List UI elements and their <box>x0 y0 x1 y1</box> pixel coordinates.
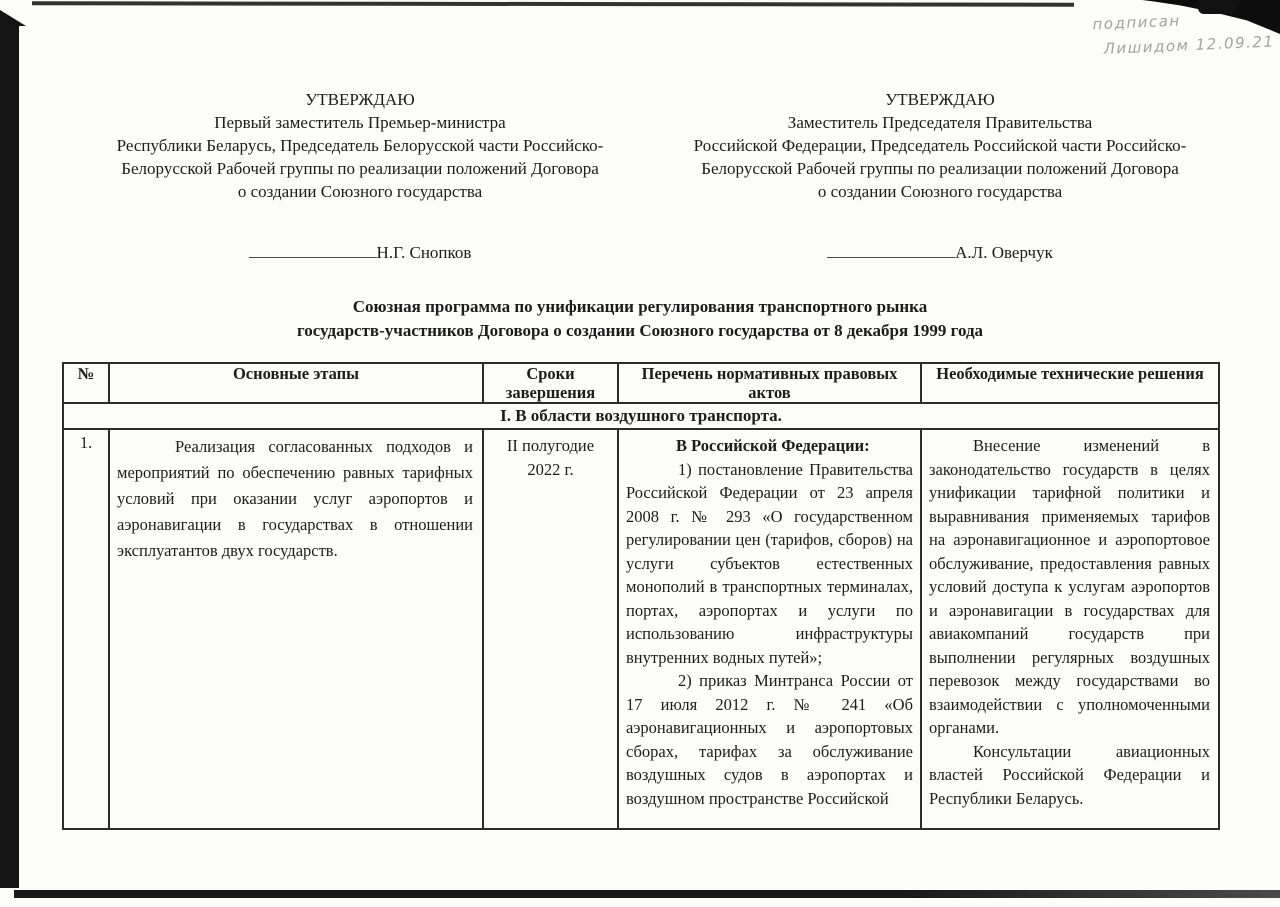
scanner-edge-top <box>32 1 1074 6</box>
header-num: № <box>63 363 109 403</box>
program-table <box>62 362 1220 830</box>
acts-heading: В Российской Федерации: <box>676 436 870 455</box>
handwritten-note-line1: подписан <box>1092 11 1182 34</box>
approval-left-heading: УТВЕРЖДАЮ <box>305 90 415 109</box>
header-stages: Основные этапы <box>109 363 483 403</box>
signature-right-name: А.Л. Оверчук <box>955 243 1053 262</box>
approval-blocks <box>82 88 1218 203</box>
cell-deadline <box>483 429 618 829</box>
acts-paragraph-1: 1) постановление Правительства Российской Федерации от 23 апреля 2008 г. № 293 «О государственном регулировании цен (тарифов, сборов) на услуги субъектов естественных монополий в транспортных терминалах, портах, аэропортах и услуги по использованию инфраструктуры внутренних водных путей»; <box>626 459 913 667</box>
solutions-paragraph-1: Внесение изменений в законодательство государств в целях унификации тарифной политики и выравнивания применяемых тарифов на аэронавигационное и аэропортовое обслуживание, предоставления равных условий доступа к услугам аэропортов и аэронавигации в государствах для авиакомпаний государств при выполнении регулярных воздушных перевозок между государствами во взаимодействии с уполномоченными органами. <box>929 436 1210 737</box>
deadline-line1: II полугодие <box>506 436 595 455</box>
approval-right-heading: УТВЕРЖДАЮ <box>885 90 995 109</box>
signatures <box>82 243 1218 263</box>
handwritten-note-line2: Лишидом 12.09.21 <box>1103 32 1275 58</box>
solutions-paragraph-2: Консультации авиационных властей Российской Федерации и Республики Беларусь. <box>929 741 1210 808</box>
document-title-line2: государств-участников Договора о создании Союзного государства от 8 декабря 1999 года <box>296 321 984 340</box>
document-title <box>62 295 1218 343</box>
signature-right-line <box>827 257 955 258</box>
signature-left-line <box>249 257 377 258</box>
scanner-edge-bottom <box>14 890 1280 898</box>
table-row <box>63 429 1219 829</box>
cell-legal-acts <box>618 429 921 829</box>
approval-block-right <box>662 88 1218 203</box>
header-acts: Перечень нормативных правовых актов <box>618 363 921 403</box>
table-header-row <box>63 363 1219 403</box>
approval-right-line3: Белорусской Рабочей группы по реализации положений Договора <box>701 159 1179 178</box>
signature-left <box>82 243 638 263</box>
approval-left-line2: Республики Беларусь, Председатель Белорусской части Российско- <box>116 136 604 155</box>
approval-left-line1: Первый заместитель Премьер-министра <box>214 113 506 132</box>
section-row-label: I. В области воздушного транспорта. <box>63 403 1219 429</box>
approval-right-line2: Российской Федерации, Председатель Российской части Российско- <box>693 136 1187 155</box>
acts-paragraph-2: 2) приказ Минтранса России от 17 июля 2012 г. № 241 «Об аэронавигационных и аэропортовых сборах, тарифах за обслуживание воздушных судов в аэропортах и воздушном пространстве Российской <box>626 671 913 808</box>
deadline-line2: 2022 г. <box>527 460 574 479</box>
approval-block-left <box>82 88 638 203</box>
document-title-line1: Союзная программа по унификации регулирования транспортного рынка <box>352 297 928 316</box>
approval-right-line4: о создании Союзного государства <box>817 182 1063 201</box>
cell-row-number: 1. <box>63 429 109 829</box>
approval-right-line1: Заместитель Председателя Правительства <box>787 113 1093 132</box>
approval-left-line4: о создании Союзного государства <box>237 182 483 201</box>
header-solutions: Необходимые технические решения <box>921 363 1219 403</box>
header-deadline: Сроки завершения <box>483 363 618 403</box>
scanner-edge-left-tip <box>0 10 26 26</box>
stages-paragraph: Реализация согласованных подходов и мероприятий по обеспечению равных тарифных условий при оказании услуг аэропортов и аэронавигации в государствах в отношении эксплуатантов двух государств. <box>117 437 473 560</box>
signature-right <box>662 243 1218 263</box>
signature-left-name: Н.Г. Снопков <box>376 243 472 262</box>
section-row-air-transport <box>63 403 1219 429</box>
scanner-edge-left <box>0 24 19 888</box>
approval-left-line3: Белорусской Рабочей группы по реализации положений Договора <box>121 159 599 178</box>
cell-technical-solutions <box>921 429 1219 829</box>
cell-main-stages <box>109 429 483 829</box>
handwritten-note <box>1092 4 1280 63</box>
